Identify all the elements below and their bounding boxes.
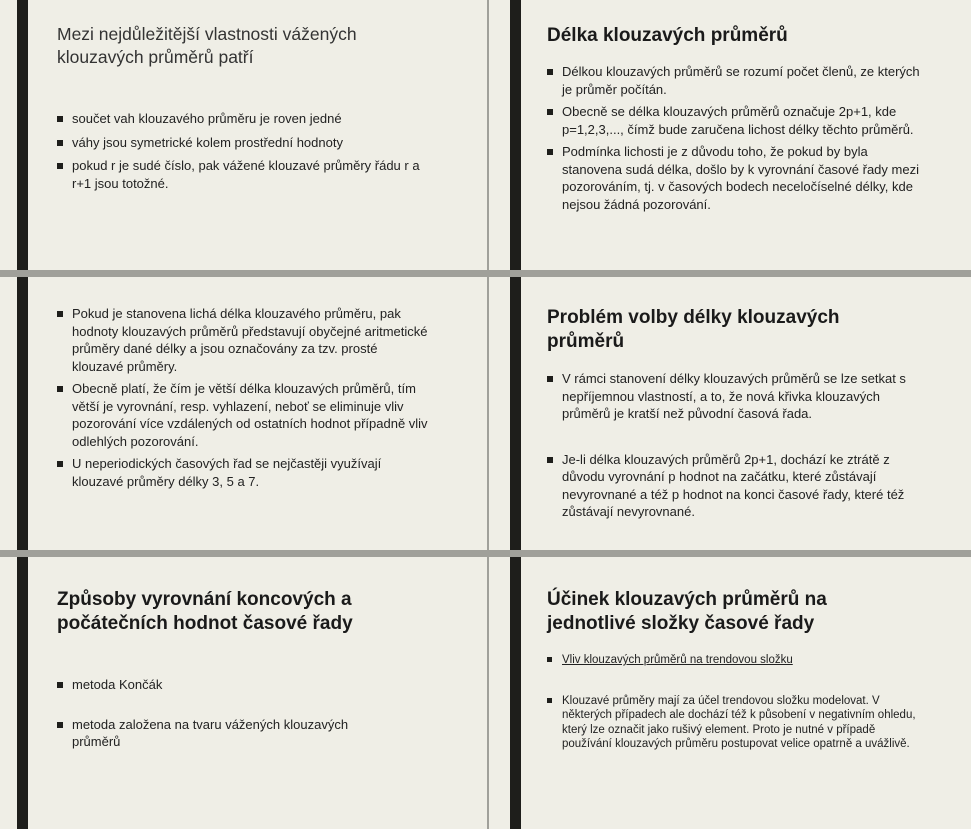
trend-component-link[interactable] — [547, 653, 922, 668]
bullet-item: metoda Končák — [57, 676, 392, 694]
slide-title — [547, 24, 947, 48]
bullet-item: Je-li délka klouzavých průměrů 2p+1, dochází ke ztrátě z důvodu vyrovnání p hodnot na začátku, které zůstávají nevyrovnané a též p hodnot na konci časové řady, které též zůstávají nevyrovnané. — [547, 451, 922, 521]
slide-ma-length-problem — [489, 277, 971, 550]
bullet-item: V rámci stanovení délky klouzavých průměrů se lze setkat s nepříjemnou vlastností, a to, že nová křivka klouzavých průměrů je kratší než původní časová řada. — [547, 370, 922, 423]
slide-accent-bar — [510, 0, 521, 270]
slide-accent-bar — [17, 557, 28, 829]
slide-title-line: průměrů — [547, 331, 625, 352]
slide-title-line: Mezi nejdůležitější vlastnosti vážených — [57, 24, 357, 44]
slide-ma-effect-components — [489, 557, 971, 829]
bullet-list — [57, 110, 427, 192]
slide-title-line: počátečních hodnot časové řady — [57, 613, 353, 634]
bullet-item: Délkou klouzavých průměrů se rozumí počet členů, ze kterých je průměr počítán. — [547, 63, 922, 98]
slide-accent-bar — [510, 557, 521, 829]
bullet-item: U neperiodických časových řad se nejčastěji využívají klouzavé průměry délky 3, 5 a 7. — [57, 455, 432, 490]
slide-accent-bar — [17, 277, 28, 550]
bullet-list — [547, 63, 922, 213]
bullet-list — [57, 676, 392, 751]
slide-title-line: Problém volby délky klouzavých — [547, 307, 840, 328]
slide-odd-length-ma — [0, 277, 487, 550]
bullet-list — [57, 305, 432, 490]
slide-accent-bar — [17, 0, 28, 270]
bullet-item: pokud r je sudé číslo, pak vážené klouzavé průměry řádu r a r+1 jsou totožné. — [57, 157, 427, 192]
bullet-item: váhy jsou symetrické kolem prostřední hodnoty — [57, 134, 427, 152]
slide-weighted-ma-properties — [0, 0, 487, 270]
slide-title — [57, 23, 457, 69]
slide-title-line: jednotlivé složky časové řady — [547, 613, 815, 634]
bullet-item: metoda založena na tvaru vážených klouzavých průměrů — [57, 716, 392, 751]
slide-title-line: Účinek klouzavých průměrů na — [547, 589, 827, 610]
slide-title-line: klouzavých průměrů patří — [57, 47, 254, 67]
slide-title — [57, 588, 457, 636]
bullet-item: Klouzavé průměry mají za účel trendovou složku modelovat. V některých případech ale dochází též k působení v negativním ohledu, který lze označit jako rušivý element. Proto je nutné v případě používání klouzavých průměru postupovat velice opatrně a uvážlivě. — [547, 694, 922, 752]
slide-title-line: Způsoby vyrovnání koncových a — [57, 589, 352, 610]
bullet-item: Obecně se délka klouzavých průměrů označuje 2p+1, kde p=1,2,3,..., čímž bude zaručena lichost délky těchto průměrů. — [547, 103, 922, 138]
slide-title — [547, 306, 947, 354]
bullet-item-link[interactable]: Vliv klouzavých průměrů na trendovou složku — [562, 654, 793, 666]
bullet-list — [547, 653, 922, 752]
bullet-item: součet vah klouzavého průměru je roven jedné — [57, 110, 427, 128]
bullet-item: Podmínka lichosti je z důvodu toho, že pokud by byla stanovena sudá délka, došlo by k vyrovnání časové řady mezi pozorováním, tj. v časových bodech neceločíselné délky, kde nejsou žádná pozorování. — [547, 143, 922, 213]
slide-title — [547, 588, 947, 636]
slide-accent-bar — [510, 277, 521, 550]
bullet-list — [547, 370, 922, 521]
bullet-item: Pokud je stanovena lichá délka klouzavého průměru, pak hodnoty klouzavých průměrů představují obyčejné aritmetické průměry dané délky a jsou označovány za tzv. prosté klouzavé průměry. — [57, 305, 432, 375]
slide-end-values-methods — [0, 557, 487, 829]
slide-title-line: Délka klouzavých průměrů — [547, 25, 788, 46]
slide-ma-length — [489, 0, 971, 270]
bullet-item: Obecně platí, že čím je větší délka klouzavých průměrů, tím větší je vyrovnání, resp. vyhlazení, neboť se eliminuje vliv pozorování více vzdálených od ostatních hodnot případně vliv odlehlých pozorování. — [57, 380, 432, 450]
